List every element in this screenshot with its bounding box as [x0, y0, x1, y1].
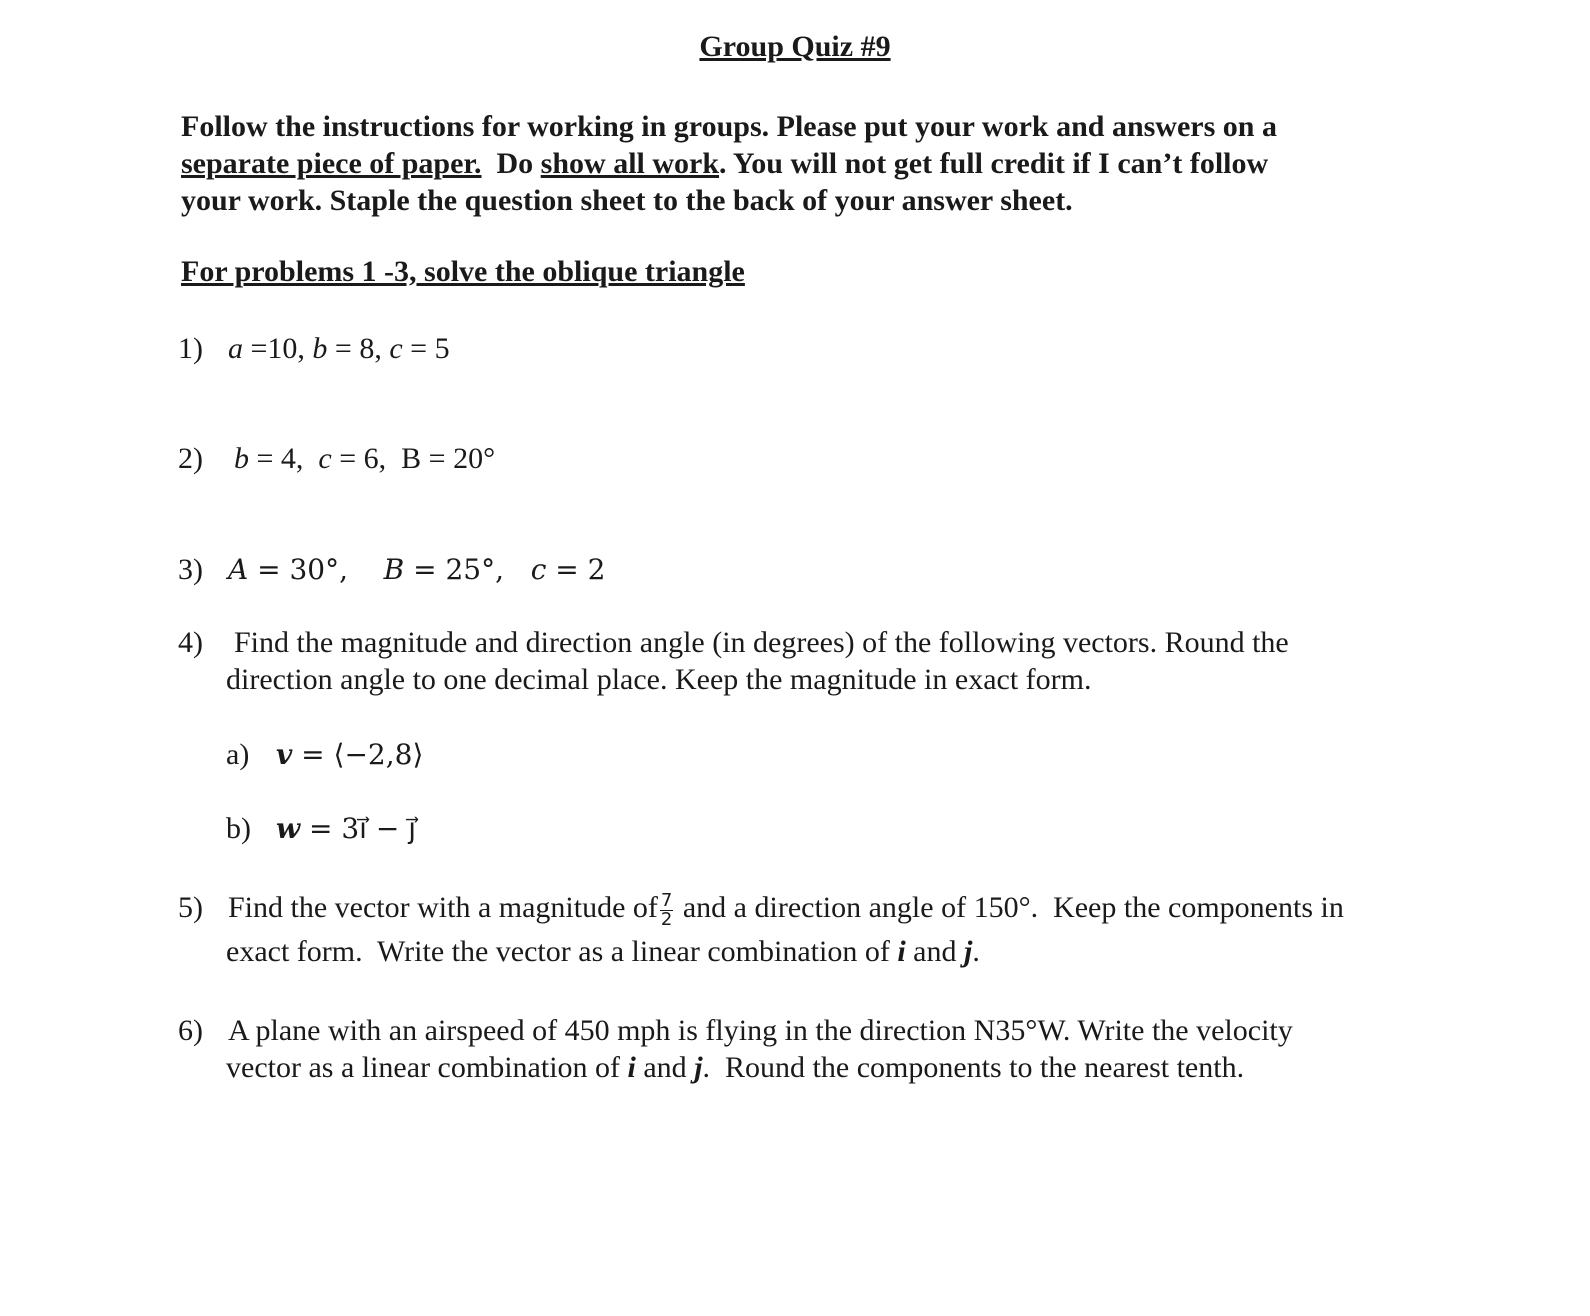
separate-paper-text: separate piece of paper. [181, 147, 482, 180]
problem-4a: a) v = ⟨−2,8⟩ [226, 738, 424, 771]
instructions-line-1: Follow the instructions for working in groups. Please put your work and answers on a [181, 110, 1277, 143]
problem-4: 4) Find the magnitude and direction angle (in degrees) of the following vectors. Round the direction angle to one decimal place. Keep the magnitude in exact form. [178, 626, 1289, 696]
problem-5: 5) Find the vector with a magnitude of $\frac{7}{2}$ and a direction angle of 150°. Keep the components in exact form. Write the vector as a linear combination of i and j. [178, 889, 1344, 968]
instructions [181, 108, 1277, 219]
page-title: Group Quiz #9 [699, 30, 891, 63]
problem-4b: b) w = 3ı⃗ − ȷ⃗ [226, 812, 417, 845]
problem-2: 2) b = 4, c = 6, B = 20° [178, 442, 496, 475]
instructions-line-3: your work. Staple the question sheet to the back of your answer sheet. [181, 184, 1073, 217]
show-all-work-text: show all work [540, 147, 720, 180]
problem-1: 1) a =10, b = 8, c = 5 [178, 332, 450, 365]
section-heading: For problems 1 -3, solve the oblique triangle [181, 255, 745, 288]
problem-6: 6) A plane with an airspeed of 450 mph is flying in the direction N35°W. Write the velocity vector as a linear combination of i and j. Round the components to the nearest tenth. [178, 1014, 1293, 1084]
fraction-seven-halves: $\frac{7}{2}$ [660, 889, 673, 930]
problem-3: 3) A = 30°, B = 25°, c = 2 [178, 553, 606, 586]
instructions-line-2: separate piece of paper. Do show all work. You will not get full credit if I can’t follow [181, 147, 1269, 180]
